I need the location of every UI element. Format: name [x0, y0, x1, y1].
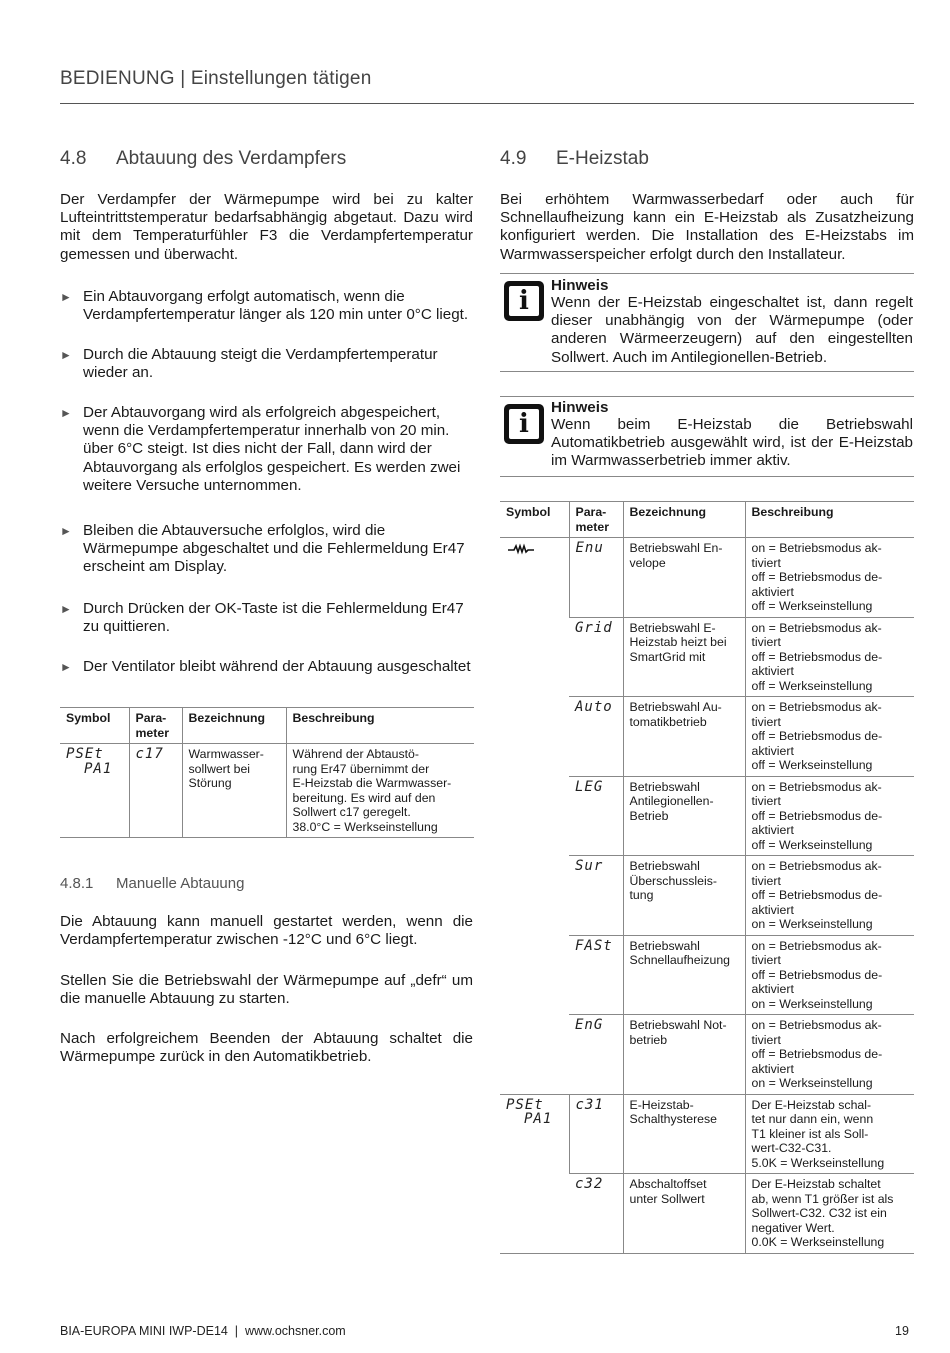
section-number: 4.9 — [500, 148, 527, 169]
name-cell: Abschaltoffset unter Sollwert — [623, 1174, 745, 1254]
table-row — [500, 538, 914, 618]
arrow-icon: ► — [60, 348, 72, 362]
arrow-icon: ► — [60, 406, 72, 420]
intro-paragraph: Der Verdampfer der Wärmepumpe wird bei zu kalter Lufteintrittstemperatur bedarfsabhängig abgetaut. Dazu wird mit dem Temperaturfühler F3 die Verdampfertemperatur gemessen und überwacht. — [60, 191, 473, 263]
bullet-item: ► Der Ventilator bleibt während der Abtauung ausgeschaltet — [60, 658, 471, 675]
desc-cell: on = Betriebsmodus ak- tiviert off = Betriebsmodus de- aktiviert on = Werkseinstellung — [745, 856, 914, 936]
name-cell: Warmwasser- sollwert bei Störung — [182, 744, 286, 838]
page-header-title: BEDIENUNG | Einstellungen tätigen — [60, 68, 372, 89]
parameter-table-right — [500, 501, 914, 1254]
heating-element-icon — [506, 541, 536, 555]
desc-cell: on = Betriebsmodus ak- tiviert off = Betriebsmodus de- aktiviert off = Werkseinstellung — [745, 776, 914, 856]
symbol-cell — [60, 744, 129, 838]
section-heading-4-9 — [500, 148, 649, 170]
bullet-item: ► Durch Drücken der OK-Taste ist die Fehlermeldung Er47 zu quittieren. — [60, 600, 464, 636]
param-cell: FASt — [575, 937, 613, 954]
table-row — [60, 744, 474, 838]
column-header: Bezeichnung — [182, 708, 286, 744]
section-heading-4-8 — [60, 148, 346, 170]
paragraph: Stellen Sie die Betriebswahl der Wärmepumpe auf „defr“ um die manuelle Abtauung zu starten. — [60, 972, 473, 1008]
table-header-row — [500, 502, 914, 538]
intro-paragraph: Bei erhöhtem Warmwasserbedarf oder auch für Schnellaufheizung kann ein E-Heizstab als Zusatzheizung konfiguriert werden. Die Installation des E-Heizstabs im Warmwasserspeicher erfolgt durch den Installateur. — [500, 191, 914, 263]
param-cell: Sur — [575, 858, 604, 874]
param-cell: c31 — [569, 1094, 623, 1174]
name-cell: Betriebswahl Schnellaufheizung — [623, 935, 745, 1015]
column-header: Beschreibung — [286, 708, 474, 744]
param-cell: Enu — [569, 538, 623, 618]
table-row — [500, 1094, 914, 1174]
column-header: Symbol — [506, 505, 551, 519]
symbol-cell — [500, 538, 569, 1095]
table-header-row — [60, 708, 474, 744]
note-text: Wenn der E-Heizstab eingeschaltet ist, dann regelt dieser unabhängig von der Wärmepumpe (oder anderen Wärmeerzeugern) auf den eingestellten Sollwert. Auch im Antilegionellen-Betrieb. — [551, 294, 913, 366]
name-cell: Betriebswahl Au- tomatikbetrieb — [623, 697, 745, 777]
desc-cell: on = Betriebsmodus ak- tiviert off = Betriebsmodus de- aktiviert off = Werkseinstellung — [745, 617, 914, 697]
name-cell: Betriebswahl Überschussleis- tung — [623, 856, 745, 936]
symbol-cell — [500, 1094, 569, 1253]
note-title: Hinweis — [551, 399, 609, 416]
desc-cell: on = Betriebsmodus ak- tiviert off = Betriebsmodus de- aktiviert off = Werkseinstellung — [745, 538, 914, 618]
name-cell: Betriebswahl Not- betrieb — [623, 1015, 745, 1095]
desc-cell: on = Betriebsmodus ak- tiviert off = Betriebsmodus de- aktiviert off = Werkseinstellung — [745, 697, 914, 777]
bullet-item: ► Durch die Abtauung steigt die Verdampfertemperatur wieder an. — [60, 346, 438, 382]
column-header: Beschreibung — [745, 502, 914, 538]
column-header: Para- meter — [569, 502, 623, 538]
arrow-icon: ► — [60, 290, 72, 304]
param-cell: c17 — [129, 744, 182, 838]
param-cell: LEG — [575, 778, 604, 795]
section-number: 4.8 — [60, 148, 87, 169]
note-text: Wenn beim E-Heizstab die Betriebswahl Automatikbetrieb ausgewählt wird, ist der E-Heizstab im Warmwasserbetrieb immer aktiv. — [551, 416, 913, 470]
desc-cell: on = Betriebsmodus ak- tiviert off = Betriebsmodus de- aktiviert on = Werkseinstellung — [745, 1015, 914, 1095]
name-cell: E-Heizstab- Schalthysterese — [623, 1094, 745, 1174]
column-header: Symbol — [66, 711, 111, 725]
paragraph: Die Abtauung kann manuell gestartet werden, wenn die Verdampfertemperatur zwischen -12°C und 6°C liegt. — [60, 913, 473, 949]
section-title: E-Heizstab — [556, 148, 649, 169]
arrow-icon: ► — [60, 524, 72, 538]
bullet-item: ► Bleiben die Abtauversuche erfolglos, wird die Wärmepumpe abgeschaltet und die Fehlermeldung Er47 erscheint am Display. — [60, 522, 465, 576]
page-number: 19 — [895, 1324, 909, 1338]
arrow-icon: ► — [60, 660, 72, 674]
param-cell: EnG — [575, 1017, 604, 1033]
display-symbol: PSEt — [66, 746, 104, 762]
name-cell: Betriebswahl En- velope — [623, 538, 745, 618]
note-box — [551, 277, 913, 367]
column-header: Bezeichnung — [623, 502, 745, 538]
header-rule — [60, 103, 914, 104]
footer-text: BIA-EUROPA MINI IWP-DE14 | www.ochsner.com — [60, 1324, 346, 1338]
subsection-number: 4.8.1 — [60, 875, 94, 892]
note-rule — [500, 396, 914, 397]
name-cell: Betriebswahl Antilegionellen- Betrieb — [623, 776, 745, 856]
desc-cell: Während der Abtaustö- rung Er47 übernimmt der E-Heizstab die Warmwasser- bereitung. Es wird auf den Sollwert c17 geregelt. 38.0°C = Werkseinstellung — [286, 744, 474, 838]
display-symbol: PSEt — [506, 1096, 544, 1113]
section-title: Abtauung des Verdampfers — [116, 148, 347, 169]
note-rule — [500, 273, 914, 274]
param-cell: Auto — [575, 699, 613, 715]
parameter-table-left — [60, 707, 474, 838]
note-rule — [500, 476, 914, 477]
info-icon: i — [504, 404, 544, 444]
note-title: Hinweis — [551, 277, 609, 294]
param-cell: Grid — [575, 619, 613, 636]
subsection-title: Manuelle Abtauung — [116, 875, 245, 892]
info-icon: i — [504, 281, 544, 321]
paragraph: Nach erfolgreichem Beenden der Abtauung schaltet die Wärmepumpe zurück in den Automatikbetrieb. — [60, 1030, 473, 1066]
desc-cell: Der E-Heizstab schal- tet nur dann ein, wenn T1 kleiner ist als Soll- wert-C32-C31. 5.0K = Werkseinstellung — [745, 1094, 914, 1174]
subsection-heading-4-8-1 — [60, 875, 244, 892]
desc-cell: on = Betriebsmodus ak- tiviert off = Betriebsmodus de- aktiviert on = Werkseinstellung — [745, 935, 914, 1015]
display-symbol: PA1 — [84, 760, 113, 777]
name-cell: Betriebswahl E- Heizstab heizt bei SmartGrid mit — [623, 617, 745, 697]
arrow-icon: ► — [60, 602, 72, 616]
column-header: Para- meter — [129, 708, 182, 744]
note-rule — [500, 371, 914, 372]
desc-cell: Der E-Heizstab schaltet ab, wenn T1 größer ist als Sollwert-C32. C32 ist ein negativer Wert. 0.0K = Werkseinstellung — [745, 1174, 914, 1254]
bullet-item: ► Der Abtauvorgang wird als erfolgreich abgespeichert, wenn die Verdampfertemperatur innerhalb von 20 min. über 6°C steigt. Ist dies nicht der Fall, dann wird der Abtauvorgang als erfolglos gespeichert. Es werden zwei weitere Versuche unternommen. — [60, 404, 461, 494]
bullet-item: ► Ein Abtauvorgang erfolgt automatisch, wenn die Verdampfertemperatur länger als 120 min unter 0°C liegt. — [60, 288, 469, 324]
display-symbol: PA1 — [524, 1111, 553, 1127]
note-box — [551, 399, 913, 471]
param-cell: c32 — [575, 1176, 604, 1192]
